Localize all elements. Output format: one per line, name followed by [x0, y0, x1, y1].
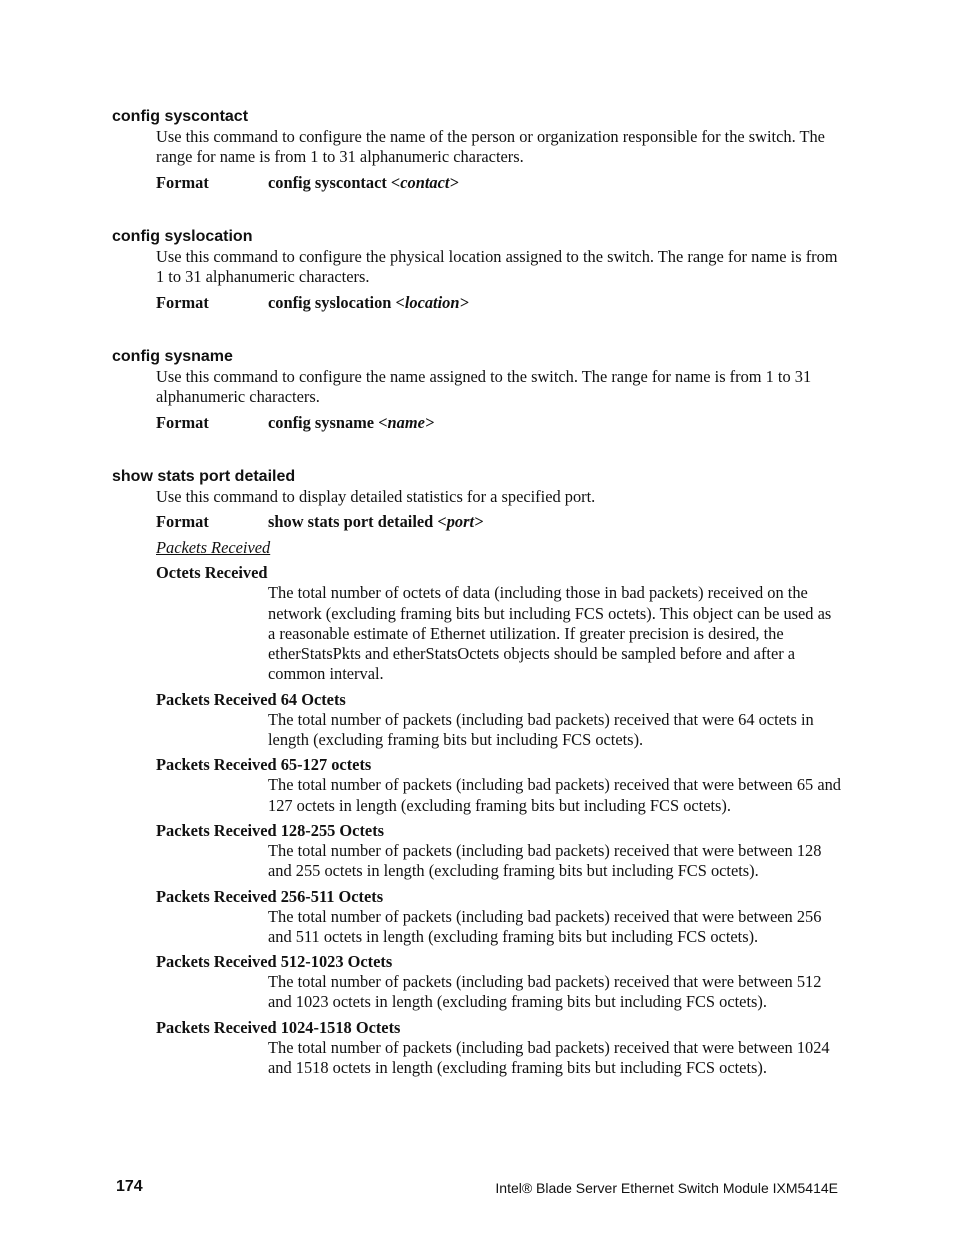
stat-item-description: The total number of packets (including bad packets) received that were 64 octets in length (excluding framing bits but including FCS octets).: [268, 709, 814, 750]
section-heading: config syslocation: [112, 228, 253, 245]
stat-item-title: Packets Received 65-127 octets: [156, 755, 372, 775]
section-description: Use this command to configure the physical location assigned to the switch. The range for name is from 1 to 31 alphanumeric characters.: [156, 247, 838, 287]
section-heading: config sysname: [112, 348, 233, 365]
format-command: [268, 173, 459, 193]
format-row: [156, 173, 842, 193]
format-label: Format: [156, 292, 209, 312]
section-config-syslocation: [112, 227, 842, 313]
stat-item: [112, 690, 842, 751]
format-command: [268, 293, 469, 313]
section-description: Use this command to configure the name assigned to the switch. The range for name is from 1 to 31 alphanumeric characters.: [156, 367, 812, 407]
section-heading: show stats port detailed: [112, 468, 296, 485]
format-row: [156, 293, 842, 313]
stat-item-title: Packets Received 1024-1518 Octets: [156, 1017, 401, 1037]
stat-item: [112, 821, 842, 882]
footer-document-title: Intel® Blade Server Ethernet Switch Module IXM5414E: [495, 1180, 838, 1196]
stat-item-title: Packets Received 256-511 Octets: [156, 886, 384, 906]
section-config-syscontact: [112, 107, 842, 193]
format-row: [156, 413, 842, 433]
format-row: [156, 512, 842, 532]
format-command-text: config syslocation: [268, 292, 396, 312]
format-command: [268, 512, 483, 532]
page-number: 174: [116, 1178, 143, 1195]
format-command-text: show stats port detailed: [268, 512, 438, 532]
stat-item-title: Octets Received: [156, 563, 268, 583]
format-argument: <contact>: [390, 172, 459, 192]
format-label: Format: [156, 512, 209, 532]
section-config-sysname: [112, 347, 842, 433]
section-show-stats-port-detailed: [112, 467, 842, 1078]
section-heading: config syscontact: [112, 108, 249, 125]
format-argument: <location>: [395, 292, 469, 312]
stat-item-description: The total number of packets (including bad packets) received that were between 512 and 1023 octets in length (excluding framing bits but including FCS octets).: [268, 972, 822, 1012]
stat-item-description: The total number of packets (including bad packets) received that were between 1024 and 1518 octets in length (excluding framing bits but including FCS octets).: [268, 1037, 830, 1078]
stat-item-title: Packets Received 512-1023 Octets: [156, 952, 393, 972]
format-command: [268, 413, 434, 433]
format-label: Format: [156, 172, 209, 192]
section-description: Use this command to configure the name of the person or organization responsible for the switch. The range for name is from 1 to 31 alphanumeric characters.: [156, 127, 825, 167]
format-command-text: config sysname: [268, 412, 379, 432]
stat-item-description: The total number of octets of data (including those in bad packets) received on the network (excluding framing bits but including FCS octets). This object can be used as a reasonable estimate of Ethernet utilization. If greater precision is desired, the etherStatsPkts and etherStatsOctets objects should be sampled before and after a common interval.: [268, 583, 832, 684]
stat-item-title: Packets Received 128-255 Octets: [156, 820, 385, 840]
format-argument: <port>: [437, 512, 484, 532]
stat-item-description: The total number of packets (including bad packets) received that were between 128 and 255 octets in length (excluding framing bits but including FCS octets).: [268, 840, 822, 881]
packets-received-subheading: Packets Received: [156, 538, 271, 558]
stat-item-description: The total number of packets (including bad packets) received that were between 65 and 127 octets in length (excluding framing bits but including FCS octets).: [268, 775, 841, 815]
section-description: Use this command to display detailed statistics for a specified port.: [156, 487, 596, 506]
stat-item: [112, 952, 842, 1013]
format-command-text: config syscontact: [268, 172, 391, 192]
stat-item: [112, 755, 842, 816]
format-argument: <name>: [378, 412, 435, 432]
stat-item: [112, 887, 842, 948]
format-label: Format: [156, 412, 209, 432]
stat-item: [112, 563, 842, 684]
stat-item-title: Packets Received 64 Octets: [156, 689, 346, 709]
stat-item-description: The total number of packets (including bad packets) received that were between 256 and 511 octets in length (excluding framing bits but including FCS octets).: [268, 906, 822, 946]
stat-item: [112, 1018, 842, 1079]
